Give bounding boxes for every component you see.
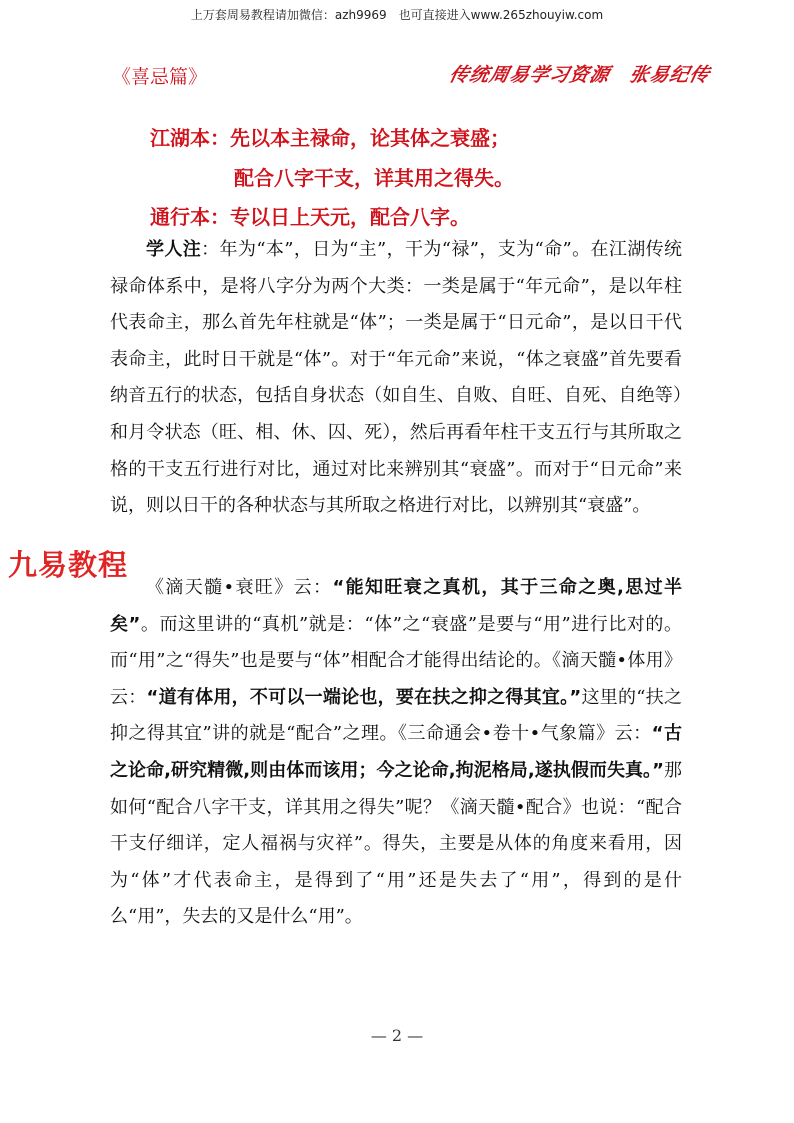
quote-body-4: 那如何“配合八字干支，详其用之得失”呢？《滴天髓•配合》也说：“配合干支仔细详，定人福祸与灾祥”。得失，主要是从体的角度来看用，因为“体”才代表命主，是得到了“用”还是失去了“用”，得到的是什么“用”，失去的又是什么“用”。 bbox=[110, 759, 682, 928]
quote-intro-1: 《滴天髓•衰旺》云： bbox=[146, 577, 333, 598]
quote-3: “古之论命,研究精微,则由体而该用；今之论命,拘泥格局,遂执假而失真。” bbox=[110, 723, 682, 781]
annotation-text: ：年为“本”，日为“主”，干为“禄”，支为“命”。在江湖传统禄命体系中，是将八字分为两个大类：一类是属于“年元命”，是以年柱代表命主，那么首先年柱就是“体”；一类是属于“日元命”，是以日干代表命主，此时日干就是“体”。对于“年元命”来说，“体之衰盛”首先要看纳音五行的状态，包括自身状态（如自生、自败、自旺、自死、自绝等）和月令状态（旺、相、休、囚、死），然后再看年柱干支五行与其所取之格的干支五行进行对比，通过对比来辨别其“衰盛”。而对于“日元命”来说，则以日干的各种状态与其所取之格进行对比，以辨别其“衰盛”。 bbox=[110, 239, 683, 517]
quote-2: “道有体用，不可以一端论也，要在扶之抑之得其宜。” bbox=[146, 686, 582, 708]
quotation-paragraph bbox=[110, 570, 682, 936]
calligraphy-signature: 传统周易学习资源 张易纪传 bbox=[447, 64, 713, 86]
header-ad-note: 上万套周易教程请加微信：azh9969 也可直接进入www.265zhouyiw.com bbox=[190, 8, 604, 22]
common-version-line: 通行本：专以日上天元，配合八字。 bbox=[150, 205, 470, 229]
jianghu-version-line-2: 配合八字干支，详其用之得失。 bbox=[234, 166, 514, 190]
section-title: 《喜忌篇》 bbox=[112, 66, 208, 88]
watermark-logo: 九易教程 bbox=[8, 543, 128, 584]
page-number: — 2 — bbox=[370, 1026, 424, 1045]
annotation-lead: 学人注 bbox=[146, 239, 202, 260]
jianghu-version-line-1: 江湖本：先以本主禄命，论其体之衰盛； bbox=[150, 126, 510, 150]
quote-1: “能知旺衰之真机，其于三命之奥,思过半矣” bbox=[110, 577, 682, 635]
quote-body-2: 。而这里讲的“真机”就是：“体”之“衰盛”是要与“用”进行比对的。而“用”之“得失”也是要与“体”相配合才能得出结论的。《滴天髓•体用》云： bbox=[110, 613, 682, 708]
quote-body-3: 这里的“扶之抑之得其宜”讲的就是“配合”之理。《三命通会•卷十•气象篇》云： bbox=[110, 686, 683, 745]
annotation-paragraph bbox=[110, 232, 682, 525]
